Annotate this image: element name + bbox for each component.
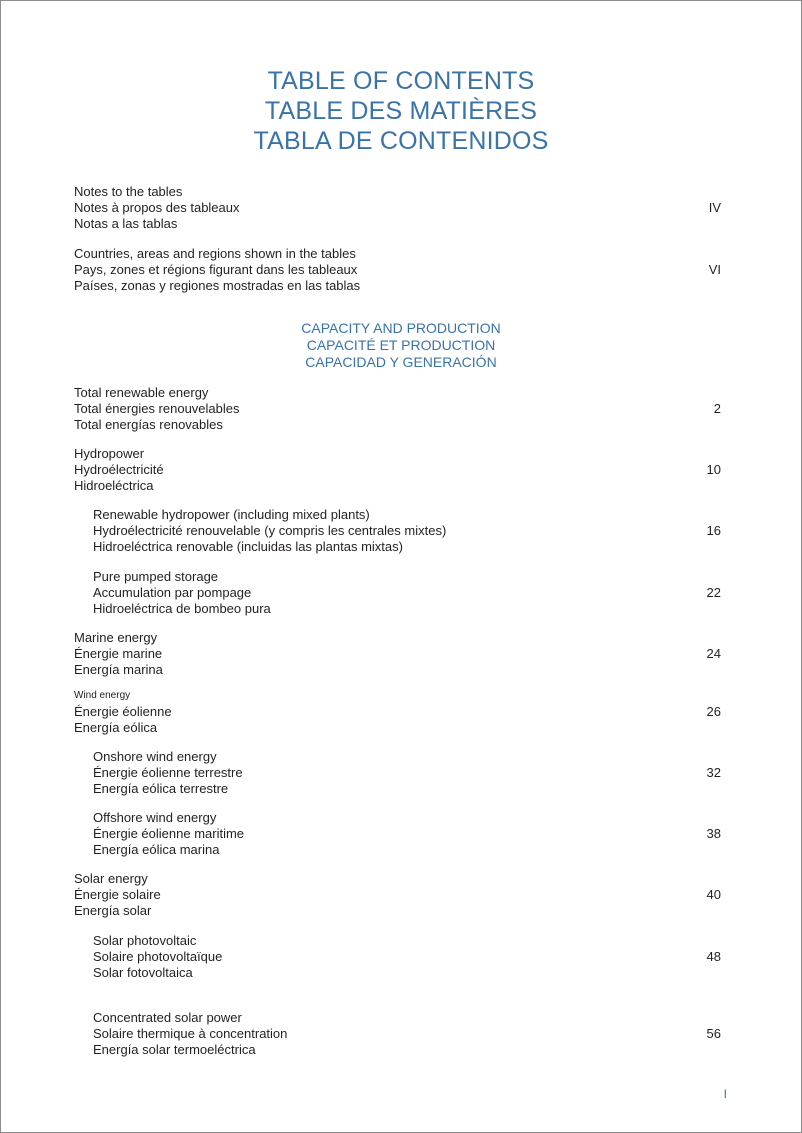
toc-entry-label-en: Onshore wind energy xyxy=(93,749,217,764)
toc-page-number: 10 xyxy=(706,462,721,477)
toc-page-number: 24 xyxy=(706,646,721,661)
toc-entry-label-es: Hidroeléctrica renovable (incluidas las plantas mixtas) xyxy=(93,539,403,554)
toc-entry-label-fr: Énergie éolienne maritime xyxy=(93,826,245,841)
toc-entry-label-fr: Énergie marine xyxy=(74,646,163,661)
toc-entry-label-es: Energía eólica xyxy=(74,720,158,735)
toc-page-number: 48 xyxy=(706,949,721,964)
toc-entry-label-fr: Pays, zones et régions figurant dans les tableaux xyxy=(74,262,358,277)
toc-entry-label-fr: Total énergies renouvelables xyxy=(74,401,240,416)
toc-entry-solar-energy[interactable] xyxy=(74,871,721,919)
toc-entry-wind-energy[interactable] xyxy=(74,688,721,736)
toc-entry-label-fr: Énergie éolienne xyxy=(74,704,172,719)
toc-entry-label-es: Hidroeléctrica de bombeo pura xyxy=(93,601,271,616)
toc-page-number: 26 xyxy=(706,704,721,719)
toc-entry-label-fr: Hydroélectricité xyxy=(74,462,164,477)
toc-page-number: 40 xyxy=(706,887,721,902)
toc-entry-label-fr: Hydroélectricité renouvelable (y compris les centrales mixtes) xyxy=(93,523,447,538)
toc-entry-label-en: Offshore wind energy xyxy=(93,810,217,825)
toc-entry-renewable-hydropower[interactable] xyxy=(74,507,721,555)
toc-entry-label-es: Hidroeléctrica xyxy=(74,478,154,493)
toc-entry-hydropower[interactable] xyxy=(74,446,721,494)
toc-entry-label-fr: Solaire photovoltaïque xyxy=(93,949,223,964)
section-heading-es: CAPACIDAD Y GENERACIÓN xyxy=(305,354,497,370)
section-heading-en: CAPACITY AND PRODUCTION xyxy=(301,320,501,336)
toc-entry-label-es: Países, zonas y regiones mostradas en las tablas xyxy=(74,278,361,293)
toc-entry-label-en: Pure pumped storage xyxy=(93,569,219,584)
toc-entry-label-fr: Notes à propos des tableaux xyxy=(74,200,240,215)
toc-entry-total-renewable[interactable] xyxy=(74,385,721,433)
toc-entry-label-es: Notas a las tablas xyxy=(74,216,178,231)
toc-page-number: 38 xyxy=(706,826,721,841)
toc-page-number: 22 xyxy=(706,585,721,600)
toc-entry-offshore-wind[interactable] xyxy=(74,810,721,858)
toc-entry-solar-photovoltaic[interactable] xyxy=(74,933,721,981)
toc-page-number: 56 xyxy=(706,1026,721,1041)
toc-title-es: TABLA DE CONTENIDOS xyxy=(253,127,549,155)
toc-page-number: VI xyxy=(708,262,721,277)
toc-entry-label-es: Energía eólica terrestre xyxy=(93,781,229,796)
section-heading-fr: CAPACITÉ ET PRODUCTION xyxy=(306,337,496,353)
toc-title-fr: TABLE DES MATIÈRES xyxy=(264,97,538,125)
toc-entry-label-fr: Énergie éolienne terrestre xyxy=(93,765,243,780)
toc-entry-label-en: Countries, areas and regions shown in the tables xyxy=(74,246,356,261)
toc-page-number: 2 xyxy=(713,401,721,416)
toc-entry-label-en: Marine energy xyxy=(74,630,158,645)
toc-title-block xyxy=(1,66,801,156)
toc-entry-label-es: Total energías renovables xyxy=(74,417,223,432)
toc-page-number: IV xyxy=(708,200,721,215)
page-folio: I xyxy=(723,1087,727,1101)
toc-entry-label-en: Hydropower xyxy=(74,446,145,461)
toc-entry-notes[interactable] xyxy=(74,184,721,232)
toc-entry-label-fr: Solaire thermique à concentration xyxy=(93,1026,288,1041)
toc-entry-label-en: Solar energy xyxy=(74,871,148,886)
toc-entry-onshore-wind[interactable] xyxy=(74,749,721,797)
section-heading xyxy=(1,320,801,371)
toc-entry-concentrated-solar[interactable] xyxy=(74,1010,721,1058)
toc-title-en: TABLE OF CONTENTS xyxy=(267,67,535,95)
toc-entry-label-en: Concentrated solar power xyxy=(93,1010,242,1025)
toc-entry-label-es: Energía solar xyxy=(74,903,152,918)
toc-entry-marine-energy[interactable] xyxy=(74,630,721,678)
toc-page-number: 16 xyxy=(706,523,721,538)
toc-entry-label-en: Total renewable energy xyxy=(74,385,209,400)
toc-entry-pumped-storage[interactable] xyxy=(74,569,721,617)
toc-page-number: 32 xyxy=(706,765,721,780)
toc-entry-label-es: Energía marina xyxy=(74,662,163,677)
toc-entry-label-es: Energía eólica marina xyxy=(93,842,220,857)
toc-entry-countries[interactable] xyxy=(74,246,721,294)
toc-entry-label-fr: Énergie solaire xyxy=(74,887,161,902)
toc-entry-label-en: Solar photovoltaic xyxy=(93,933,197,948)
toc-entry-label-en: Notes to the tables xyxy=(74,184,183,199)
toc-entry-label-en: Wind energy xyxy=(74,690,131,701)
toc-entry-label-fr: Accumulation par pompage xyxy=(93,585,252,600)
toc-entry-label-es: Solar fotovoltaica xyxy=(93,965,193,980)
toc-entry-label-en: Renewable hydropower (including mixed plants) xyxy=(93,507,370,522)
toc-entry-label-es: Energía solar termoeléctrica xyxy=(93,1042,256,1057)
